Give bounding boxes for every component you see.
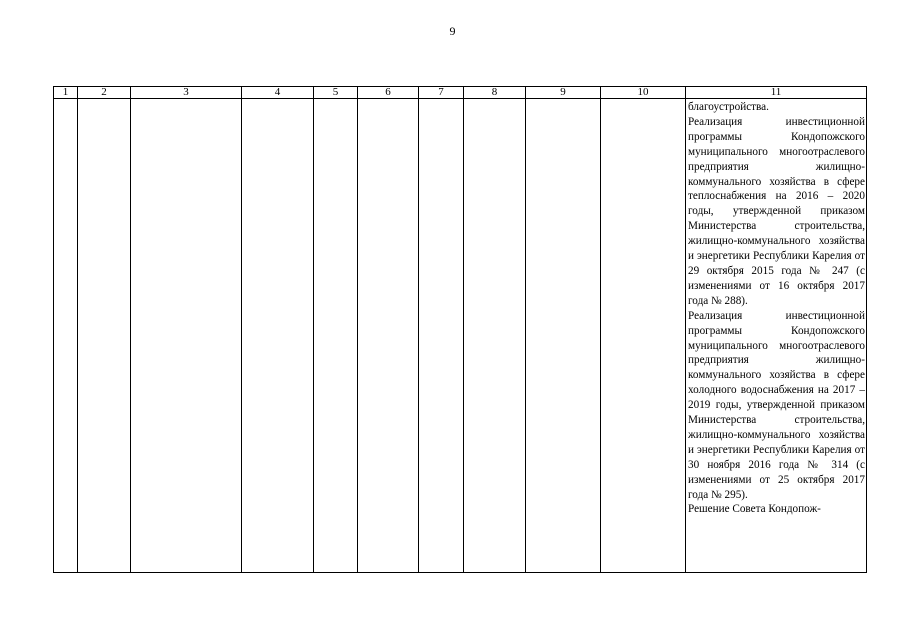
table-header-row bbox=[54, 87, 867, 99]
column-header: 1 bbox=[54, 87, 78, 99]
table-cell-col11 bbox=[686, 99, 867, 573]
table-cell-col6 bbox=[358, 99, 419, 573]
page-number: 9 bbox=[449, 24, 456, 38]
cell-paragraph: благоустройства. bbox=[688, 101, 769, 113]
column-header: 10 bbox=[601, 87, 686, 99]
table-cell-col5 bbox=[314, 99, 358, 573]
column-header: 4 bbox=[242, 87, 314, 99]
table-cell-col1 bbox=[54, 99, 78, 573]
column-header: 8 bbox=[464, 87, 526, 99]
table-cell-col4 bbox=[242, 99, 314, 573]
table-cell-col8 bbox=[464, 99, 526, 573]
table-cell-col3 bbox=[131, 99, 242, 573]
table-cell-col10 bbox=[601, 99, 686, 573]
column-header: 5 bbox=[314, 87, 358, 99]
cell-paragraph: Реализация инвестиционной программы Кондопожского муниципального многоотраслевого предприятия жилищно-коммунального хозяйства в сфере теплоснабжения на 2016 – 2020 годы, утвержденной приказом Министерства строительства, жилищно-коммунального хозяйства и энергетики Республики Карелия от 29 октября 2015 года № 247 (с изменениями от 16 октября 2017 года № 288). bbox=[688, 115, 865, 307]
table-cell-col7 bbox=[419, 99, 464, 573]
table-row bbox=[54, 99, 867, 573]
document-table bbox=[53, 86, 867, 573]
column-header: 6 bbox=[358, 87, 419, 99]
cell-paragraph: Решение Совета Кондопож- bbox=[688, 503, 821, 516]
table-cell-col9 bbox=[526, 99, 601, 573]
column-header: 2 bbox=[78, 87, 131, 99]
column-header: 7 bbox=[419, 87, 464, 99]
table-cell-col2 bbox=[78, 99, 131, 573]
column-header: 3 bbox=[131, 87, 242, 99]
cell-paragraph: Реализация инвестиционной программы Кондопожского муниципального многоотраслевого предприятия жилищно-коммунального хозяйства в сфере холодного водоснабжения на 2017 – 2019 годы, утвержденной приказом Министерства строительства, жилищно-коммунального хозяйства и энергетики Республики Карелия от 30 ноября 2016 года № 314 (с изменениями от 25 октября 2017 года № 295). bbox=[688, 309, 865, 501]
column-header: 9 bbox=[526, 87, 601, 99]
column-header: 11 bbox=[686, 87, 867, 99]
